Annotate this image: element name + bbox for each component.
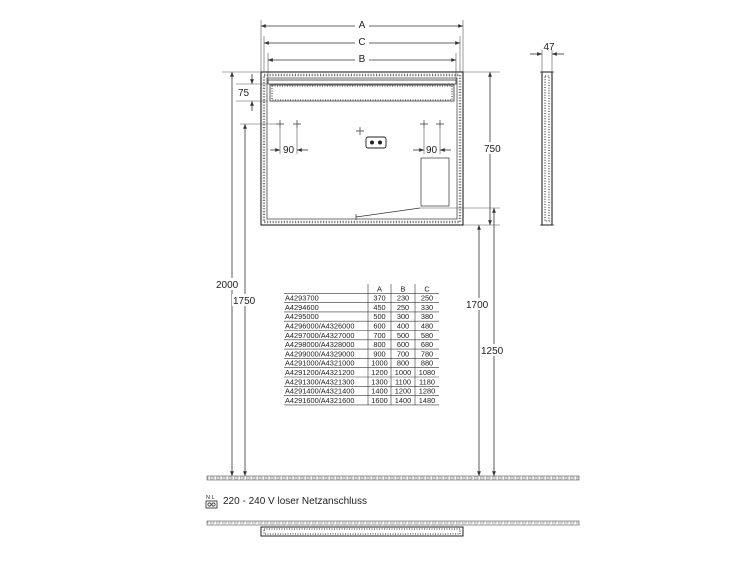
dimension-47-label: 47 — [543, 42, 555, 53]
dimension-c-label: C — [358, 37, 366, 48]
table-cell-value: 880 — [420, 358, 434, 368]
floor-line — [207, 476, 579, 480]
electrical-note — [206, 495, 367, 508]
table-cell-value: 600 — [373, 321, 386, 331]
table-cell-value: 1080 — [418, 368, 436, 377]
table-cell-value: 680 — [420, 340, 434, 350]
table-cell-value: 1000 — [371, 358, 388, 368]
table-cell-value: 330 — [420, 302, 434, 312]
dimension-75-label: 75 — [238, 88, 250, 99]
table-cell-value: 1600 — [371, 395, 388, 405]
dimension-2000-label: 2000 — [216, 280, 239, 291]
table-cell-value: 450 — [373, 302, 386, 312]
table-cell-model: A4299000/A4329000 — [285, 349, 355, 359]
table-cell-model: A4298000/A4328000 — [285, 340, 355, 350]
table-cell-model: A4291600/A4321600 — [285, 395, 355, 405]
table-cell-value: 370 — [373, 293, 386, 303]
table-cell-value: 900 — [373, 349, 386, 359]
dimension-1250-label: 1250 — [481, 346, 504, 357]
table-cell-value: 1300 — [371, 377, 388, 387]
table-cell-model: A4291300/A4321300 — [285, 377, 355, 387]
table-cell-model: A4291200/A4321200 — [285, 368, 355, 377]
plug-terminal-icon — [206, 495, 217, 508]
table-cell-model: A4297000/A4327000 — [285, 330, 355, 340]
side-panel — [421, 158, 449, 206]
table-cell-model: A4296000/A4326000 — [285, 321, 355, 331]
dimension-b-label: B — [358, 54, 366, 65]
table-cell-value: 300 — [396, 312, 410, 322]
table-cell-value: 600 — [396, 340, 410, 350]
dimensions-table — [284, 284, 439, 405]
table-cell-value: 1100 — [395, 377, 411, 387]
terminal-letters: N L — [206, 495, 215, 501]
mirror-side-view — [540, 72, 554, 225]
table-cell-value: 1480 — [418, 395, 436, 405]
table-cell-model: A4295000 — [285, 312, 319, 322]
electrical-label: 220 - 240 V loser Netzanschluss — [223, 496, 367, 507]
mounting-point-marks — [276, 120, 444, 135]
table-cell-value: 700 — [396, 349, 410, 359]
table-cell-value: 380 — [420, 312, 434, 322]
table-cell-value: 1000 — [394, 368, 412, 377]
mirror-bottom-view — [207, 521, 579, 536]
table-cell-value: 250 — [420, 293, 434, 303]
table-header-b: B — [400, 284, 406, 294]
dimension-a-label: A — [358, 20, 366, 31]
dimension-90-right-label: 90 — [426, 145, 438, 156]
table-header-a: A — [377, 284, 382, 294]
table-cell-value: 1180 — [419, 377, 435, 387]
table-cell-value: 1400 — [394, 395, 412, 405]
table-cell-value: 780 — [420, 349, 434, 359]
table-cell-model: A4291400/A4321400 — [285, 386, 355, 396]
table-cell-value: 800 — [373, 340, 386, 350]
dimension-90-left — [270, 128, 308, 156]
table-cell-value: 1200 — [371, 368, 388, 377]
table-cell-value: 1280 — [418, 386, 436, 396]
table-cell-value: 500 — [396, 330, 410, 340]
dimension-90-right — [413, 128, 451, 156]
table-cell-value: 1400 — [371, 386, 388, 396]
table-cell-model: A4293700 — [285, 293, 319, 303]
table-cell-value: 250 — [396, 302, 410, 312]
socket-outlet — [366, 137, 386, 148]
table-cell-value: 230 — [396, 293, 410, 303]
table-cell-model: A4294600 — [285, 302, 319, 312]
table-cell-value: 480 — [420, 321, 434, 331]
dimension-750 — [463, 72, 503, 225]
table-cell-value: 700 — [373, 330, 386, 340]
table-cell-value: 580 — [420, 330, 434, 340]
table-cell-value: 500 — [373, 312, 386, 322]
shelf-line — [356, 208, 420, 217]
dimension-90-left-label: 90 — [283, 145, 295, 156]
table-header-c: C — [424, 284, 430, 294]
dimension-1700-label: 1700 — [466, 300, 489, 311]
dimension-2000 — [215, 72, 261, 476]
dimension-750-label: 750 — [484, 144, 501, 155]
table-cell-model: A4291000/A4321000 — [285, 358, 355, 368]
table-cell-value: 400 — [396, 321, 410, 331]
dimension-1750 — [232, 124, 276, 476]
table-cell-value: 1200 — [394, 386, 412, 396]
table-cell-value: 800 — [396, 358, 410, 368]
dimension-1750-label: 1750 — [233, 296, 256, 307]
light-bar — [268, 80, 456, 101]
dimension-47 — [530, 42, 564, 72]
